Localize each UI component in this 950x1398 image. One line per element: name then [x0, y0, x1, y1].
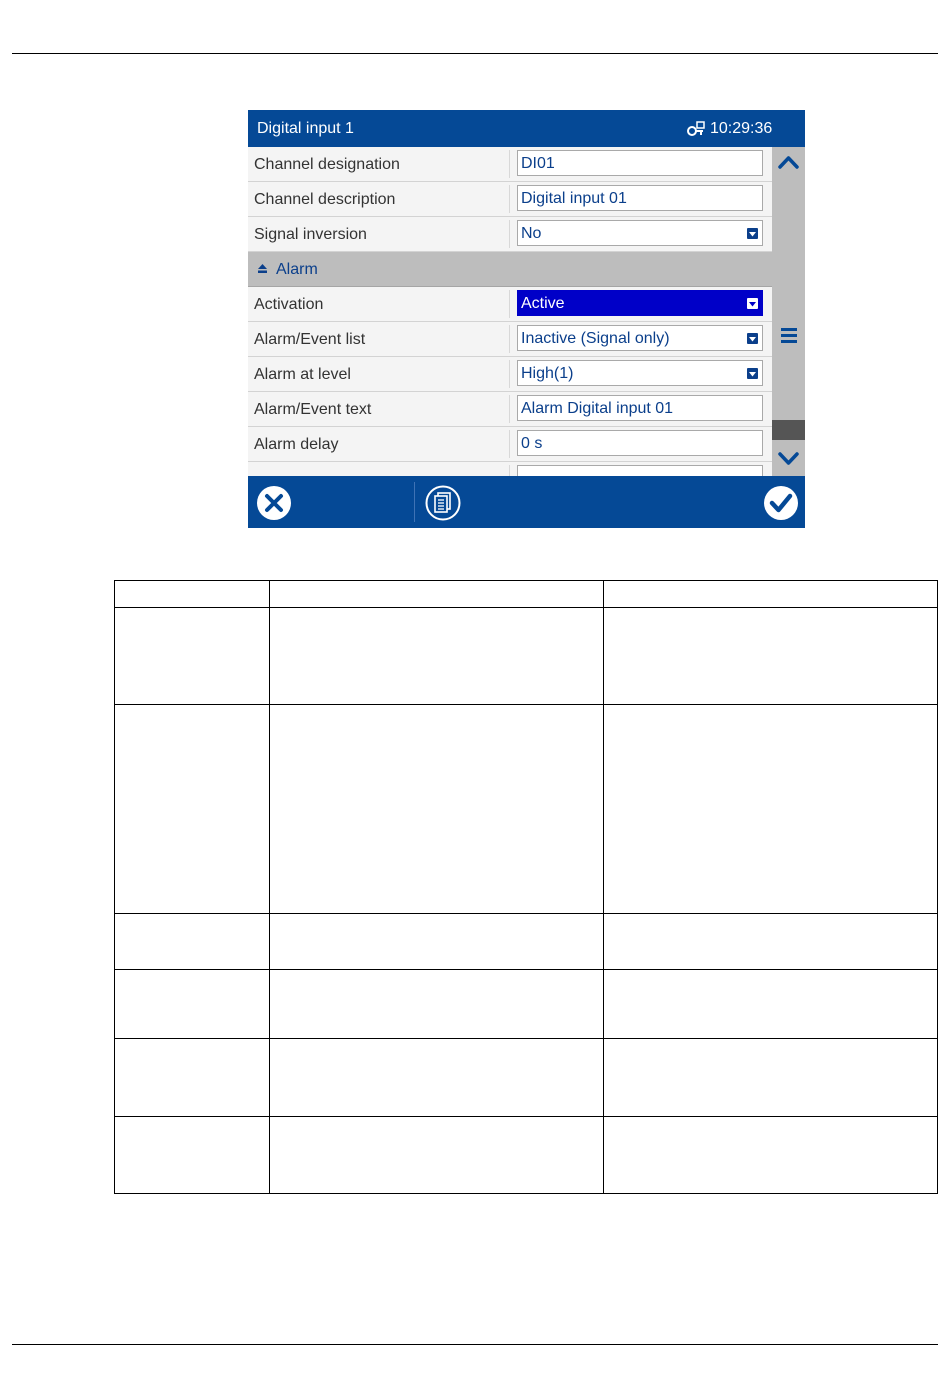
- header-rule: [12, 53, 938, 54]
- row-divider: [509, 395, 510, 423]
- section-alarm[interactable]: [248, 252, 772, 287]
- dropdown-arrow-icon: [747, 298, 758, 309]
- row-divider: [509, 220, 510, 248]
- channel-description-field[interactable]: [517, 185, 763, 211]
- row-alarm-delay[interactable]: [248, 427, 772, 462]
- document-icon[interactable]: [425, 485, 461, 521]
- dropdown-arrow-icon: [747, 228, 758, 239]
- section-title: Alarm: [276, 261, 318, 278]
- scrollbar[interactable]: [772, 147, 805, 476]
- chevron-up-icon[interactable]: [772, 147, 805, 181]
- row-divider: [509, 290, 510, 318]
- table-row: [115, 914, 938, 970]
- row-label: Alarm/Event text: [254, 401, 372, 418]
- field-value: 0 s: [521, 435, 543, 452]
- field-value: Active: [521, 295, 565, 312]
- row-divider: [509, 430, 510, 458]
- signal-inversion-select[interactable]: [517, 220, 763, 246]
- clock: 10:29:36: [710, 120, 773, 137]
- table-row: [115, 970, 938, 1039]
- alarm-delay-field[interactable]: [517, 430, 763, 456]
- table-row: [115, 705, 938, 914]
- partially-hidden-field[interactable]: [517, 465, 763, 476]
- field-value: DI01: [521, 155, 555, 172]
- chevron-down-icon[interactable]: [772, 441, 805, 476]
- row-alarm-at-level[interactable]: [248, 357, 772, 392]
- field-value: No: [521, 225, 542, 242]
- row-label: Alarm/Event list: [254, 331, 366, 348]
- row-divider: [509, 360, 510, 388]
- window-title: Digital input 1: [257, 120, 354, 137]
- row-divider: [509, 185, 510, 213]
- row-label: Signal inversion: [254, 226, 367, 243]
- field-value: Digital input 01: [521, 190, 627, 207]
- hamburger-menu-icon[interactable]: [772, 319, 805, 353]
- row-divider: [509, 465, 510, 476]
- table-row: [115, 1117, 938, 1194]
- row-divider: [509, 150, 510, 178]
- alarm-at-level-select[interactable]: [517, 360, 763, 386]
- row-label: Channel designation: [254, 156, 400, 173]
- collapse-icon: [257, 263, 268, 274]
- field-value: Alarm Digital input 01: [521, 400, 674, 417]
- scrollbar-thumb[interactable]: [772, 420, 805, 440]
- row-divider: [509, 325, 510, 353]
- table-header-row: [115, 581, 938, 608]
- lock-key-icon: [686, 120, 706, 138]
- channel-designation-field[interactable]: [517, 150, 763, 176]
- table-row: [115, 1039, 938, 1117]
- row-alarm-event-text[interactable]: [248, 392, 772, 427]
- dropdown-arrow-icon: [747, 368, 758, 379]
- row-label: Activation: [254, 296, 324, 313]
- row-partially-hidden[interactable]: [248, 462, 772, 476]
- parameter-table: [114, 580, 938, 1194]
- footer-rule: [12, 1344, 938, 1345]
- alarm-event-text-field[interactable]: [517, 395, 763, 421]
- check-icon[interactable]: [763, 485, 799, 521]
- row-channel-designation[interactable]: [248, 147, 772, 182]
- alarm-event-list-select[interactable]: [517, 325, 763, 351]
- device-screen: [248, 110, 805, 528]
- row-channel-description[interactable]: [248, 182, 772, 217]
- dropdown-arrow-icon: [747, 333, 758, 344]
- row-activation[interactable]: [248, 287, 772, 322]
- field-value: High(1): [521, 365, 574, 382]
- table-row: [115, 608, 938, 705]
- row-label: Alarm at level: [254, 366, 351, 383]
- row-alarm-event-list[interactable]: [248, 322, 772, 357]
- close-icon[interactable]: [256, 485, 292, 521]
- row-label: Alarm delay: [254, 436, 339, 453]
- field-value: Inactive (Signal only): [521, 330, 670, 347]
- row-signal-inversion[interactable]: [248, 217, 772, 252]
- activation-select[interactable]: [517, 290, 763, 316]
- toolbar-divider: [414, 482, 415, 522]
- title-bar: [248, 110, 805, 147]
- row-label: Channel description: [254, 191, 396, 208]
- bottom-toolbar: [248, 476, 805, 528]
- settings-list: [248, 147, 772, 476]
